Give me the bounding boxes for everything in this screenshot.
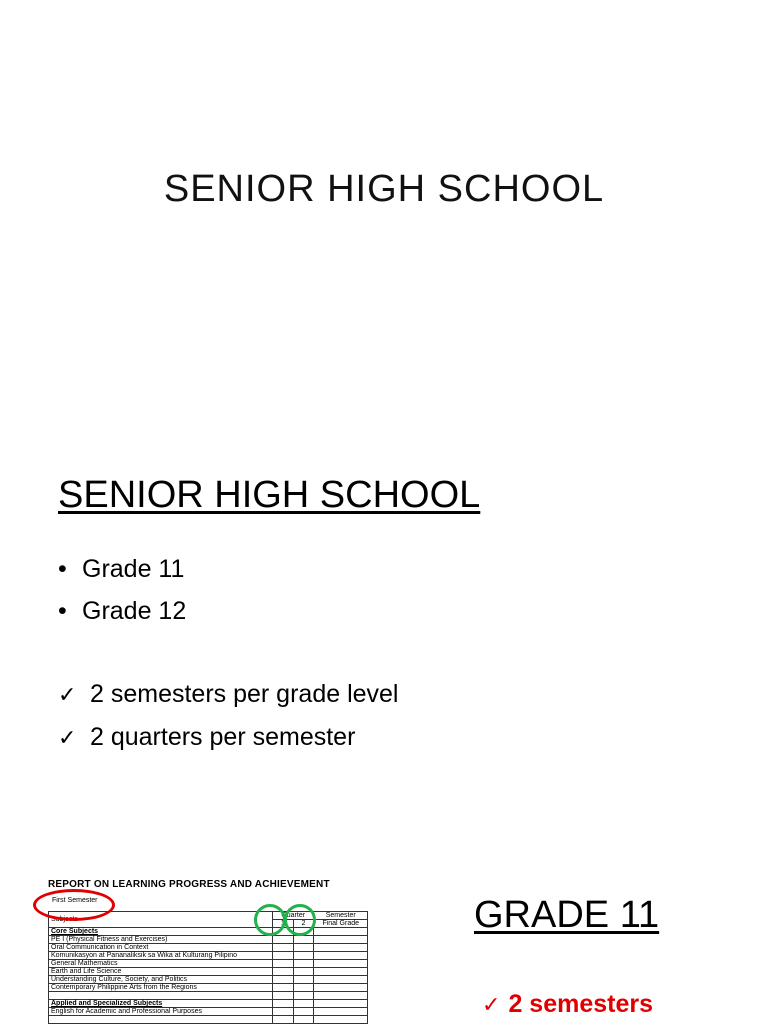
grades-table	[48, 911, 368, 1024]
table-row: PE I (Physical Fitness and Exercises)	[49, 936, 368, 944]
section-applied: Applied and Specialized Subjects	[49, 1000, 273, 1008]
column-header-final: Semester	[314, 912, 368, 920]
checkmark-icon: ✓	[482, 993, 501, 1018]
column-header-q2: 2	[293, 920, 314, 928]
bullet-icon: •	[58, 555, 67, 583]
report-title: REPORT ON LEARNING PROGRESS AND ACHIEVEMENT	[48, 879, 330, 890]
table-row: Earth and Life Science	[49, 968, 368, 976]
slide-3-heading: GRADE 11	[474, 894, 660, 936]
column-header-final-2: Final Grade	[314, 920, 368, 928]
column-header-quarter: Quarter	[272, 912, 314, 920]
semesters-check-point: ✓ 2 semesters	[482, 990, 653, 1018]
bullet-icon: •	[58, 597, 67, 625]
table-row: English for Academic and Professional Purposes	[49, 1008, 368, 1016]
slide-2-title: SENIOR HIGH SCHOOL	[58, 474, 481, 516]
grade-bullet-list	[58, 548, 186, 632]
list-item: ✓ 2 semesters per grade level	[58, 673, 398, 716]
table-row: Understanding Culture, Society, and Politics	[49, 976, 368, 984]
list-item: • Grade 11	[58, 548, 186, 590]
table-row: Contemporary Philippine Arts from the Regions	[49, 984, 368, 992]
semester-label: First Semester	[52, 897, 98, 904]
table-row: Komunikasyon at Pananaliksik sa Wika at Kulturang Pilipino	[49, 952, 368, 960]
column-header-subjects: Subjects	[49, 912, 273, 928]
slide-1-title: SENIOR HIGH SCHOOL	[163, 168, 605, 210]
column-header-q1: 1	[272, 920, 293, 928]
checkmark-icon: ✓	[58, 726, 77, 751]
list-item: • Grade 12	[58, 590, 186, 632]
table-row	[49, 1016, 368, 1024]
table-row	[49, 992, 368, 1000]
green-circle-annotation-q2	[284, 904, 316, 936]
table-row: General Mathematics	[49, 960, 368, 968]
table-row: Oral Communication in Context	[49, 944, 368, 952]
green-circle-annotation-q1	[254, 904, 286, 936]
check-list	[58, 673, 398, 759]
checkmark-icon: ✓	[58, 683, 77, 708]
red-circle-annotation	[33, 889, 115, 921]
section-core: Core Subjects	[49, 928, 273, 936]
list-item: ✓ 2 quarters per semester	[58, 716, 398, 759]
